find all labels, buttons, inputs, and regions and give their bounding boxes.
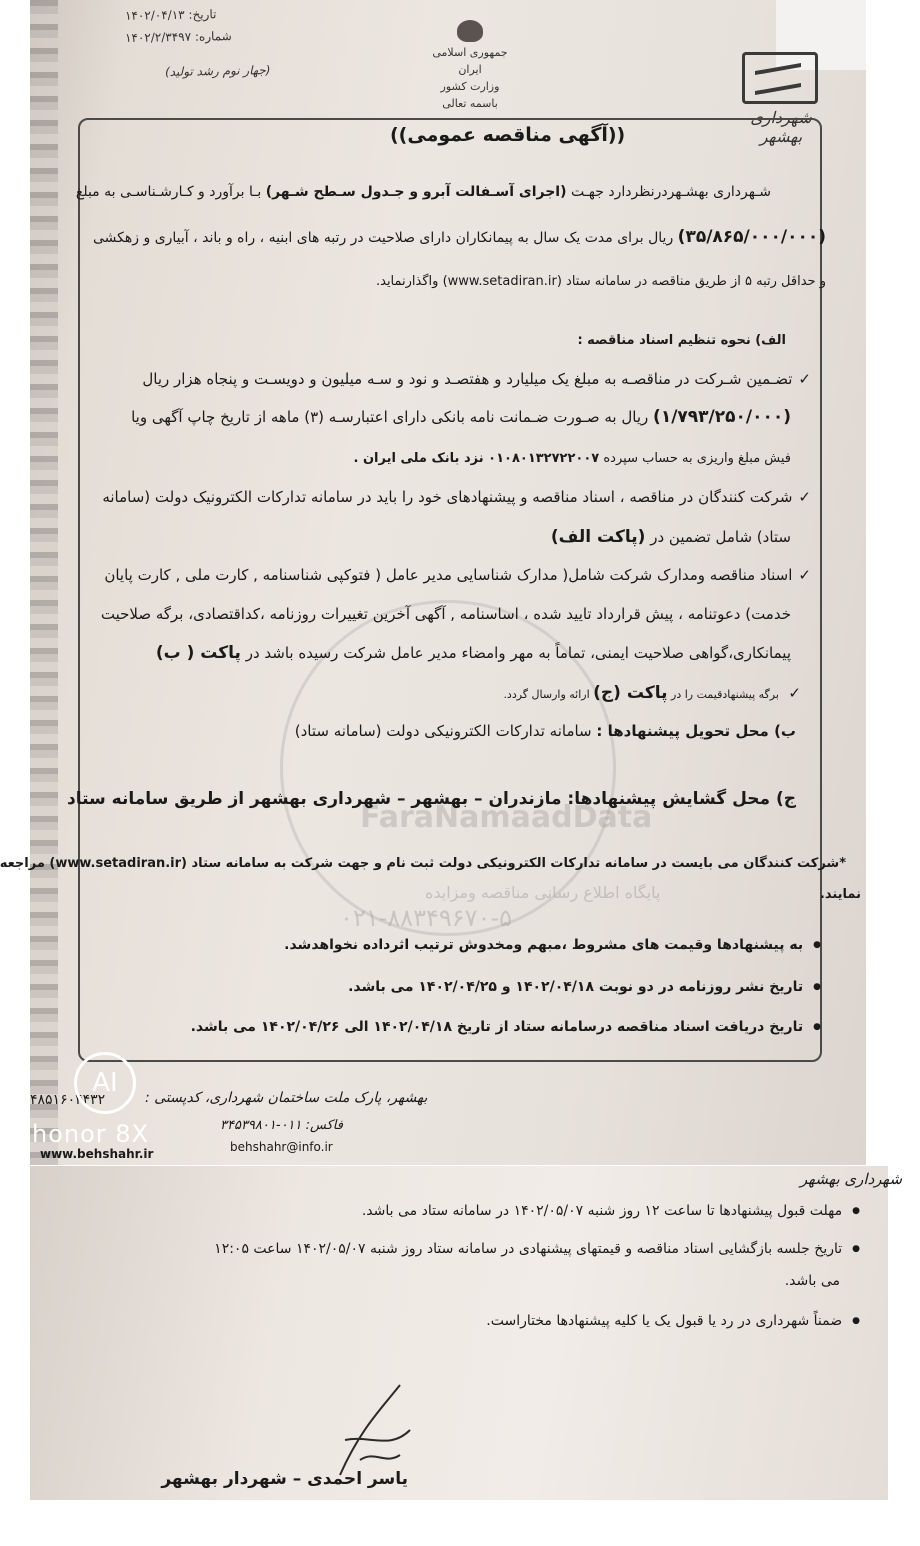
paper-edge [30,0,58,1165]
government-header [425,20,515,112]
municipality-logo-icon [742,52,818,104]
gov-line-2: وزارت کشور [440,80,500,93]
footer-website: www.behshahr.ir [40,1147,154,1161]
header-date [125,7,217,23]
footer-email: behshahr@info.ir [230,1140,333,1154]
page2-bullet-2-end: می باشد. [784,1273,840,1289]
camera-watermark: honor 8X [32,1120,149,1148]
a3-line-3 [156,644,791,662]
section-c [67,790,796,808]
intro-line-2-text: ریال برای مدت یک سال به پیمانکاران دارای صلاحیت در رتبه های ابنیه ، راه و باند ، آبیاری و زهکشی [93,230,674,246]
intro-text-b: بـا برآورد و کـارشـناسـی به مبلغ [75,184,262,200]
municipality-logo-text: شهرداری بهشهر [750,108,812,146]
intro-project: (اجرای آسـفالت آبرو و جـدول سـطح شـهر) [265,184,567,200]
a4-line [503,684,801,704]
bullet-3: ● تاریخ دریافت اسناد مناقصه درسامانه ستاد از تاریخ ۱۴۰۲/۰۴/۱۸ الی ۱۴۰۲/۰۴/۲۶ می باشد. [191,1018,821,1038]
a1-line-3-text: فیش مبلغ واریزی به حساب سپرده [603,451,791,466]
a4-text-b: ارائه وارسال گردد. [503,688,590,701]
a1-line-2-text: ریال به صـورت ضـمانت نامه بانکی دارای اعتبارسـه (۳) ماهه از تاریخ چاپ آگهی ویا [131,408,649,426]
header-slogan: (جهار نوم رشد تولید) [164,63,271,79]
iran-emblem-icon [457,20,483,42]
packet-c: پاکت (ج) [593,683,668,703]
section-a-title: الف) نحوه تنظیم اسناد مناقصه : [577,333,786,348]
date-label: تاریخ: [188,7,217,22]
a3-line-2: خدمت) دعوتنامه ، پیش قرارداد تایید شده ، اساسنامه , آگهی آخرین تغییرات روزنامه ،کداقتصادی، برگه صلاحیت [100,605,791,623]
intro-line-2 [93,228,826,247]
a2-line-1: ✓ شرکت کنندگان در مناقصه ، اسناد مناقصه و پیشنهادهای خود را باید در سامانه تدارکات الکترونیک دولت (سامانه [102,488,811,506]
a3-line-3-text: پیمانکاری،گواهی صلاحیت ایمنی، تماماً به مهر وامضاء مدیر عامل شرکت رسیده باشد در [245,644,791,662]
bullet-1: ● به پیشنهادها وقیمت های مشروط ،مبهم ومخدوش ترتیب اثرداده نخواهدشد. [284,936,821,956]
number-value: ۱۴۰۲/۲/۳۴۹۷ [124,29,192,45]
section-b [295,722,796,740]
account-number: ۰۱۰۸۰۱۳۲۷۲۲۰۰۷ نزد بانک ملی ایران . [353,451,600,466]
page2-bullet-2: ● تاریخ جلسه بازگشایی اسناد مناقصه و قیمتهای پیشنهادی در سامانه ستاد روز شنبه ۱۴۰۲/۰۵/۰۷ ساعت ۱۲:۰۵ [214,1240,860,1260]
watermark-text: پایگاه اطلاع رسانی مناقصه ومزایده [425,883,661,902]
estimate-amount: (۳۵/۸۶۵/۰۰۰/۰۰۰) [677,227,826,247]
section-c-label: ج) محل گشایش پیشنهادها: [567,789,796,809]
a2-line-2-text: ستاد) شامل تضمین در [650,528,791,546]
registration-note-end: نمایند. [819,887,861,902]
a3-line-1: ✓ اسناد مناقصه ومدارک شرکت شامل( مدارک شناسایی مدیر عامل ( فتوکپی شناسنامه , کارت ملی , کارت پایان [104,566,811,584]
intro-text-a: شـهرداری بهشـهردرنظردارد جهـت [570,184,771,200]
section-b-label: ب) محل تحویل پیشنهادها : [596,722,796,740]
page2-municipality-seal: شهرداری بهشهر [800,1170,903,1188]
watermark-site: FaraNamaadData [360,800,653,835]
date-value: ۱۴۰۲/۰۴/۱۳ [124,7,185,23]
section-b-text: سامانه تدارکات الکترونیکی دولت (سامانه ستاد) [294,722,592,740]
gov-line-3: باسمه تعالی [442,97,498,110]
notice-title: ((آگهی مناقصه عمومی)) [390,124,626,146]
section-c-text: مازندران – بهشهر – شهرداری بهشهر از طریق سامانه ستاد [66,789,562,809]
registration-note: *شرکت کنندگان می بایست در سامانه تدارکات الکترونیکی دولت ثبت نام و جهت شرکت به سامانه ستاد (www.setadiran.ir) مراجعه [0,856,846,871]
header-number [125,29,232,45]
packet-a: (پاکت الف) [550,527,646,547]
guarantee-amount: (۱/۷۹۳/۲۵۰/۰۰۰) [653,407,791,427]
page2-bullet-3: ● ضمناً شهرداری در رد یا قبول یک یا کلیه پیشنهادها مختاراست. [486,1312,860,1332]
footer-postal-code: ۴۸۵۱۶۰۴۴۳۲ [30,1092,106,1108]
page2-bullet-1: ● مهلت قبول پیشنهادها تا ساعت ۱۲ روز شنبه ۱۴۰۲/۰۵/۰۷ در سامانه ستاد می باشد. [362,1202,860,1222]
bullet-2: ● تاریخ نشر روزنامه در دو نوبت ۱۴۰۲/۰۴/۱۸ و ۱۴۰۲/۰۴/۲۵ می باشد. [348,978,821,998]
number-label: شماره: [194,29,232,44]
footer-fax: فاکس: ۰۱۱-۳۴۵۳۹۸۰۱ [220,1118,343,1133]
a1-line-2 [131,408,791,426]
a1-line-1: ✓ تضـمین شـرکت در مناقصـه به مبلغ یک میلیارد و هفتصـد و نود و سـه میلیون و دویسـت و پنجاه هزار ریال [142,370,811,388]
footer-address: بهشهر، پارک ملت ساختمان شهرداری، کدپستی : [145,1090,428,1106]
watermark-phone: ۰۲۱-۸۸۳۴۹۶۷۰-۵ [340,904,513,932]
packet-b: پاکت ( ب) [155,643,241,663]
a4-text-a: برگه پیشنهادقیمت را در [671,688,779,701]
gov-line-1: جمهوری اسلامی ایران [432,46,508,76]
intro-line-1 [76,183,771,201]
mayor-signature: یاسر احمدی – شهردار بهشهر [161,1469,408,1489]
intro-line-3: و حداقل رتبه ۵ از طریق مناقصه در سامانه ستاد (www.setadiran.ir) واگذارنماید. [375,274,826,289]
signature-icon [330,1380,420,1480]
a2-line-2 [551,528,791,546]
a1-line-3 [353,450,791,468]
camera-ai-logo-icon: AI [74,1052,136,1114]
